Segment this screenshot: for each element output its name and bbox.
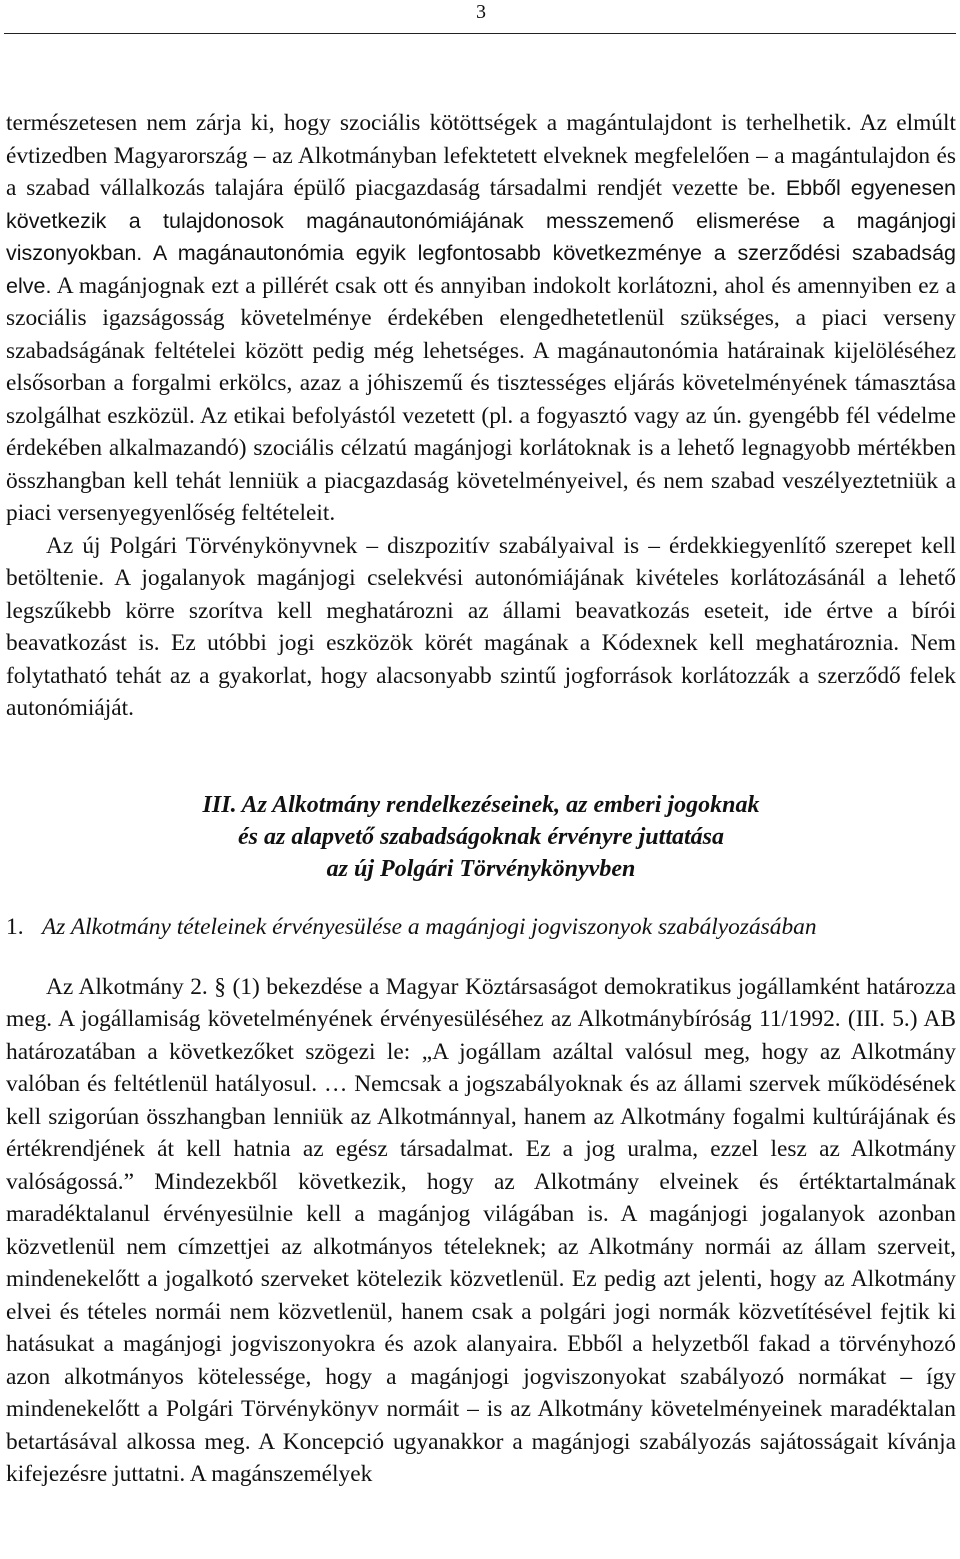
subsection-number: 1. xyxy=(6,913,24,940)
subsection-title: Az Alkotmány tételeinek érvényesülése a magánjogi jogviszonyok szabályozásában xyxy=(42,913,817,940)
section-heading-line-1: III. Az Alkotmány rendelkezéseinek, az emberi jogoknak xyxy=(202,791,760,818)
paragraph-2: Az új Polgári Törvénykönyvnek – diszpozitív szabályaival is – érdekkiegyenlítő szerepet kell betöltenie. A jogalanyok magánjogi cselekvési autonómiájának kivételes korlátozásánál a lehető legszűkebb körre szorítva kell meghatározni az állami beavatkozás eseteit, ide értve a bírói beavatkozást is. Ez utóbbi jogi eszközök körét magának a Kódexnek kell meghatároznia. Nem folytatható tehát az a gyakorlat, hogy alacsonyabb szintű jogforrások korlátozzák a szerződő felek autonómiáját. xyxy=(6,532,956,721)
paragraph-3: Az Alkotmány 2. § (1) bekezdése a Magyar Köztársaságot demokratikus jogállamként határozza meg. A jogállamiság követelményének érvényesüléséhez az Alkotmánybíróság 11/1992. (III. 5.) AB határozatában a következőket szögezi le: „A jogállam azáltal valósul meg, hogy az Alkotmány valóban és feltétlenül hatályosul. … Nemcsak a jogszabályoknak és az állami szervek működésének kell szigorúan összhangban lenniük az Alkotmánnyal, hanem az Alkotmány fogalmi kultúrájának és értékrendjének át kell hatnia az egész társadalmat. Ez a jog uralma, ezzel lesz az Alkotmány valóságossá.” Mindezekből következik, hogy az Alkotmány elveinek és értéktartalmának maradéktalanul érvényesülnie kell a magánjog világában is. A magánjogi jogalanyok azonban közvetlenül nem címzettjei az alkotmányos tételeknek; az Alkotmány normái az állam szerveit, mindenekelőtt a jogalkotó szerveket kötelezik közvetlenül. Ez pedig azt jelenti, hogy az Alkotmány elvei és tételes normái nem közvetlenül, hanem csak a polgári jogi normák közvetítésével fejtik ki hatásukat a magánjogi jogviszonyokra és azok alanyaira. Ebből a helyzetből fakad a törvényhozó azon alkotmányos kötelessége, hogy a magánjogi jogviszonyokat szabályozó normákat – így mindenekelőtt a Polgári Törvénykönyv normáit – is az Alkotmány követelményeinek maradéktalan betartásával alkossa meg. A Koncepció ugyanakkor a magánjogi szabályozás sajátosságait kívánja kifejezésre juttatni. A magánszemélyek xyxy=(6,973,956,1487)
section-heading xyxy=(6,789,956,885)
paragraph-1-part-b: Ebből egyenesen következik a tulajdonosok magánautonómiájának messzemenő elismerése a magánjogi viszonyokban. A magánautonómia egyik legfontosabb következménye a szerződési szabadság elve. xyxy=(6,176,957,298)
subsection-heading xyxy=(6,911,956,943)
section-heading-line-2: és az alapvető szabadságoknak érvényre juttatása xyxy=(238,823,724,850)
paragraph-1-part-c: A magánjognak ezt a pillérét csak ott és annyiban indokolt korlátozni, ahol és amennyiben ez a szociális igazságosság követelménye érdekében elengedhetetlenül szükséges, a piaci verseny szabadságának feltételei között pedig még lehetséges. A magánautonómia határainak kijelöléséhez elsősorban a forgalmi erkölcs, azaz a jóhiszemű és tisztességes eljárás követelményének támasztása szolgálhat eszközül. Az etikai befolyástól vezetett (pl. a fogyasztó vagy az ún. gyengébb fél védelme érdekében alkalmazandó) szociális célzatú magánjogi korlátoknak is a lehető legnagyobb mértékben összhangban kell tehát lenniük a piacgazdaság követelményeivel, és nem szabad veszélyeztetniük a piaci versenyegyenlőség feltételeit. xyxy=(6,272,956,526)
paragraph-1 xyxy=(6,107,956,530)
paragraph-1-part-a: természetesen nem zárja ki, hogy szociális kötöttségek a magántulajdont is terhelhetik. Az elmúlt évtizedben Magyarország – az Alkotmányban lefektetett elveknek megfelelően – a magántulajdon és a szabad vállalkozás talajára épülő piacgazdaság társadalmi rendjét vezette be. xyxy=(6,110,956,201)
header-rule xyxy=(4,33,956,34)
document-body xyxy=(6,107,956,1491)
spacer xyxy=(6,943,956,971)
page-number: 3 xyxy=(476,1,486,23)
section-heading-line-3: az új Polgári Törvénykönyvben xyxy=(326,855,636,882)
